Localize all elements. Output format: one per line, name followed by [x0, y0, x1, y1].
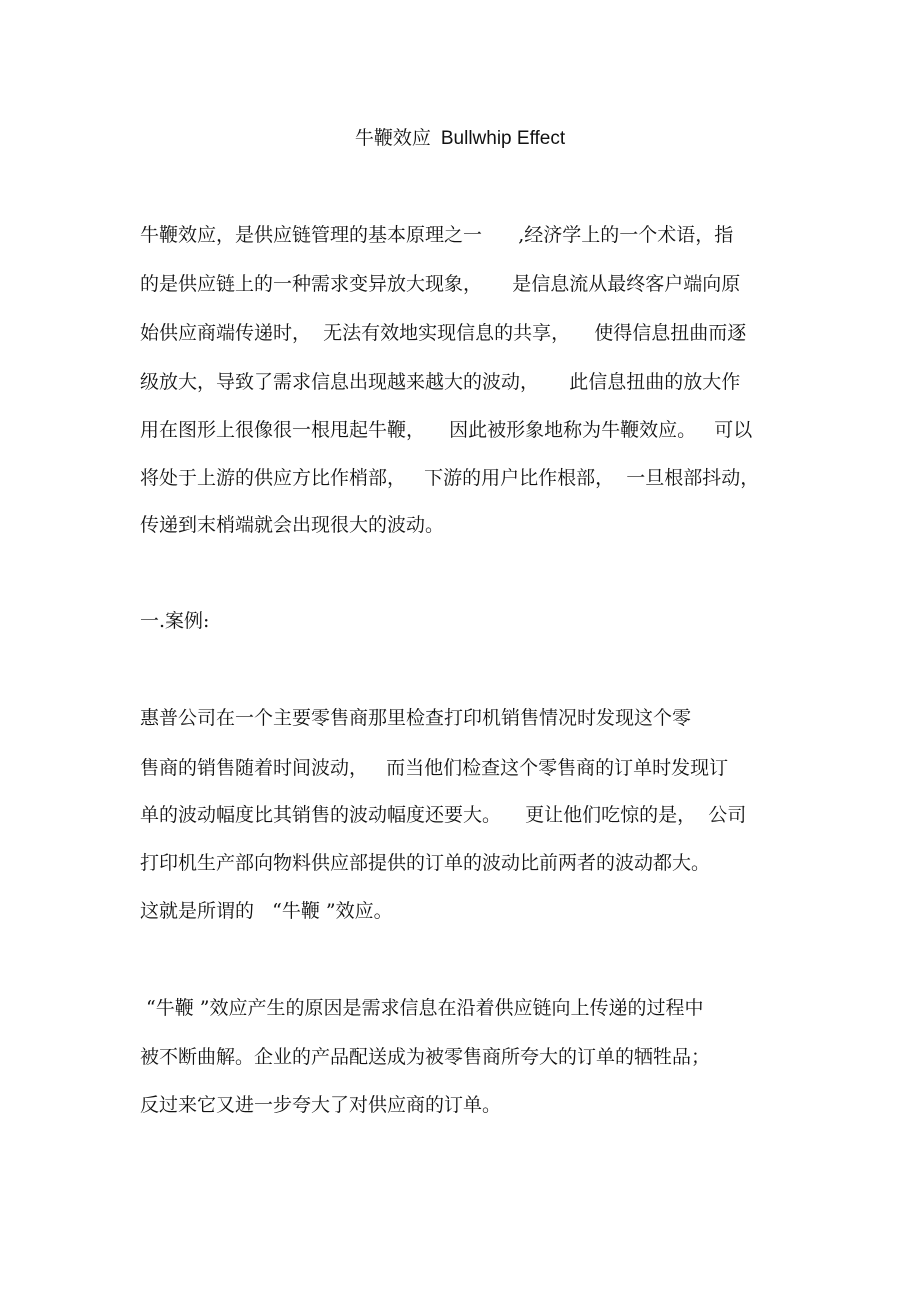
cause-line: 被不断曲解。企业的产品配送成为被零售商所夸大的订单的牺牲品；: [140, 1046, 711, 1068]
cause-line: “牛鞭 ”效应产生的原因是需求信息在沿着供应链向上传递的过程中: [140, 997, 704, 1019]
intro-line: 级放大，导致了需求信息出现越来越大的波动， 此信息扭曲的放大作: [140, 371, 741, 393]
case-line: 单的波动幅度比其销售的波动幅度还要大。 更让他们吃惊的是， 公司: [140, 804, 747, 826]
page-title: [0, 124, 920, 153]
title-chinese: 牛鞭效应: [354, 127, 431, 149]
case-line: 这就是所谓的 “牛鞭 ”效应。: [140, 900, 393, 922]
intro-line: 牛鞭效应，是供应链管理的基本原理之一 ,经济学上的一个术语，指: [140, 224, 734, 246]
section-heading: 一.案例:: [140, 610, 210, 632]
intro-line: 传递到末梢端就会出现很大的波动。: [140, 514, 445, 536]
case-line: 惠普公司在一个主要零售商那里检查打印机销售情况时发现这个零: [140, 707, 692, 729]
intro-line: 用在图形上很像很一根甩起牛鞭， 因此被形象地称为牛鞭效应。 可以: [140, 419, 753, 441]
intro-line: 始供应商端传递时， 无法有效地实现信息的共享， 使得信息扭曲而逐: [140, 322, 747, 344]
cause-line: 反过来它又进一步夸大了对供应商的订单。: [140, 1094, 502, 1116]
intro-line: 的是供应链上的一种需求变异放大现象， 是信息流从最终客户端向原: [140, 273, 741, 295]
case-line: 打印机生产部向物料供应部提供的订单的波动比前两者的波动都大。: [140, 852, 711, 874]
case-line: 售商的销售随着时间波动， 而当他们检查这个零售商的订单时发现订: [140, 757, 729, 779]
title-english: Bullwhip Effect: [440, 128, 566, 149]
intro-line: 将处于上游的供应方比作梢部， 下游的用户比作根部， 一旦根部抖动，: [140, 467, 760, 489]
